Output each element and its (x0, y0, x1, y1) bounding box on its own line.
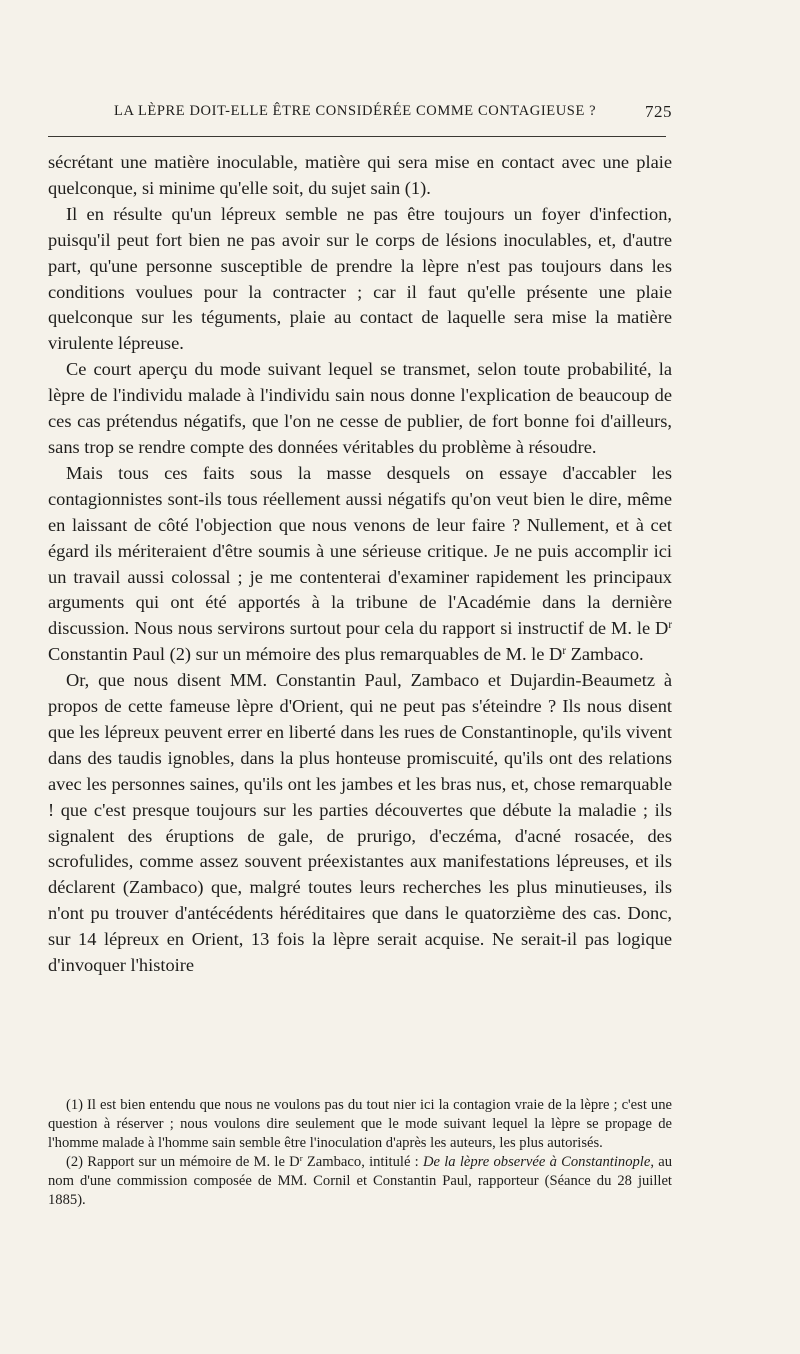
header-rule (48, 136, 666, 137)
paragraph-4 (48, 461, 672, 668)
paragraph-4-mid: Constantin Paul (2) sur un mémoire des plus remarquables de M. le D (48, 644, 563, 665)
paragraph-4-main: Mais tous ces faits sous la masse desquels on essaye d'accabler les contagionnistes sont-ils tous réellement aussi négatifs qu'on veut bien le dire, même en laissant de côté l'objection que nous venons de leur faire ? Nullement, et à cet égard ils mériteraient d'être soumis à une sérieuse critique. Je ne puis accomplir ici un travail aussi colossal ; je me contenterai d'examiner rapidement les principaux arguments qui ont été apportés à la tribune de l'Académie dans la dernière discussion. Nous nous servirons surtout pour cela du rapport si instructif de M. le D (48, 462, 672, 639)
paragraph-2: Il en résulte qu'un lépreux semble ne pas être toujours un foyer d'infection, puisqu'il peut fort bien ne pas avoir sur le corps de lésions inoculables, et, d'autre part, qu'une personne susceptible de prendre la lèpre n'est pas toujours dans les conditions voulues pour la contracter ; car il faut qu'elle présente une plaie quelconque sur les téguments, plaie au contact de laquelle sera mise la matière virulente lépreuse. (48, 203, 672, 354)
body-text (48, 150, 672, 979)
running-head (48, 103, 672, 125)
doctor-superscript: r (562, 645, 567, 658)
paragraph-3: Ce court aperçu du mode suivant lequel se transmet, selon toute probabilité, la lèpre de l'individu malade à l'individu sain nous donne l'explication de beaucoup de ces cas prétendus négatifs, que l'on ne cesse de publier, de fort bonne foi d'ailleurs, sans trop se rendre compte des données véritables du problème à résoudre. (48, 359, 672, 457)
footnote-2-title: De la lèpre observée à Constantinople (422, 1154, 651, 1170)
footnote-2-mid: Zambaco, intitulé : (302, 1154, 423, 1170)
footnote-2 (48, 1153, 672, 1210)
footnote-2-start: (2) Rapport sur un mémoire de M. le D (66, 1154, 300, 1170)
book-page (48, 0, 672, 1354)
paragraph-5: Or, que nous disent MM. Constantin Paul, Zambaco et Dujardin-Beaumetz à propos de cette fameuse lèpre d'Orient, qui ne peut pas s'éteindre ? Ils nous disent que les lépreux peuvent errer en liberté dans les rues de Constantinople, qu'ils vivent dans des taudis ignobles, dans la plus honteuse promiscuité, qu'ils ont des relations avec les personnes saines, qu'ils ont les jambes et les bras nus, et, chose remarquable ! que c'est presque toujours sur les parties découvertes que débute la maladie ; ils signalent des éruptions de gale, de prurigo, d'eczéma, d'acné rosacée, des scrofulides, comme assez souvent préexistantes aux manifestations lépreuses, et ils déclarent (Zambaco) que, malgré toutes leurs recherches les plus minutieuses, ils n'ont pu trouver d'antécédents héréditaires que dans le quatorzième des cas. Donc, sur 14 lépreux en Orient, 13 fois la lèpre serait acquise. Ne serait-il pas logique d'invoquer l'histoire (48, 670, 672, 976)
running-title: LA LÈPRE DOIT-ELLE ÊTRE CONSIDÉRÉE COMME CONTAGIEUSE ? (114, 103, 597, 119)
doctor-superscript: r (299, 1153, 303, 1164)
footnotes (48, 1096, 672, 1210)
page-number: 725 (645, 102, 672, 121)
paragraph-4-end: Zambaco. (566, 644, 644, 665)
doctor-superscript: r (668, 619, 672, 632)
footnote-2-end: , au nom d'une commission composée de MM. Cornil et Constantin Paul, rapporteur (Séance du 28 juillet 1885). (48, 1154, 673, 1208)
footnote-1: (1) Il est bien entendu que nous ne voulons pas du tout nier ici la contagion vraie de la lèpre ; c'est une question à réserver ; nous voulons dire seulement que le mode suivant lequel la lèpre se propage de l'homme malade à l'homme sain semble être l'inoculation d'après les auteurs, les plus autorisés. (48, 1097, 672, 1151)
paragraph-1: sécrétant une matière inoculable, matière qui sera mise en contact avec une plaie quelconque, si minime qu'elle soit, du sujet sain (1). (48, 152, 672, 198)
